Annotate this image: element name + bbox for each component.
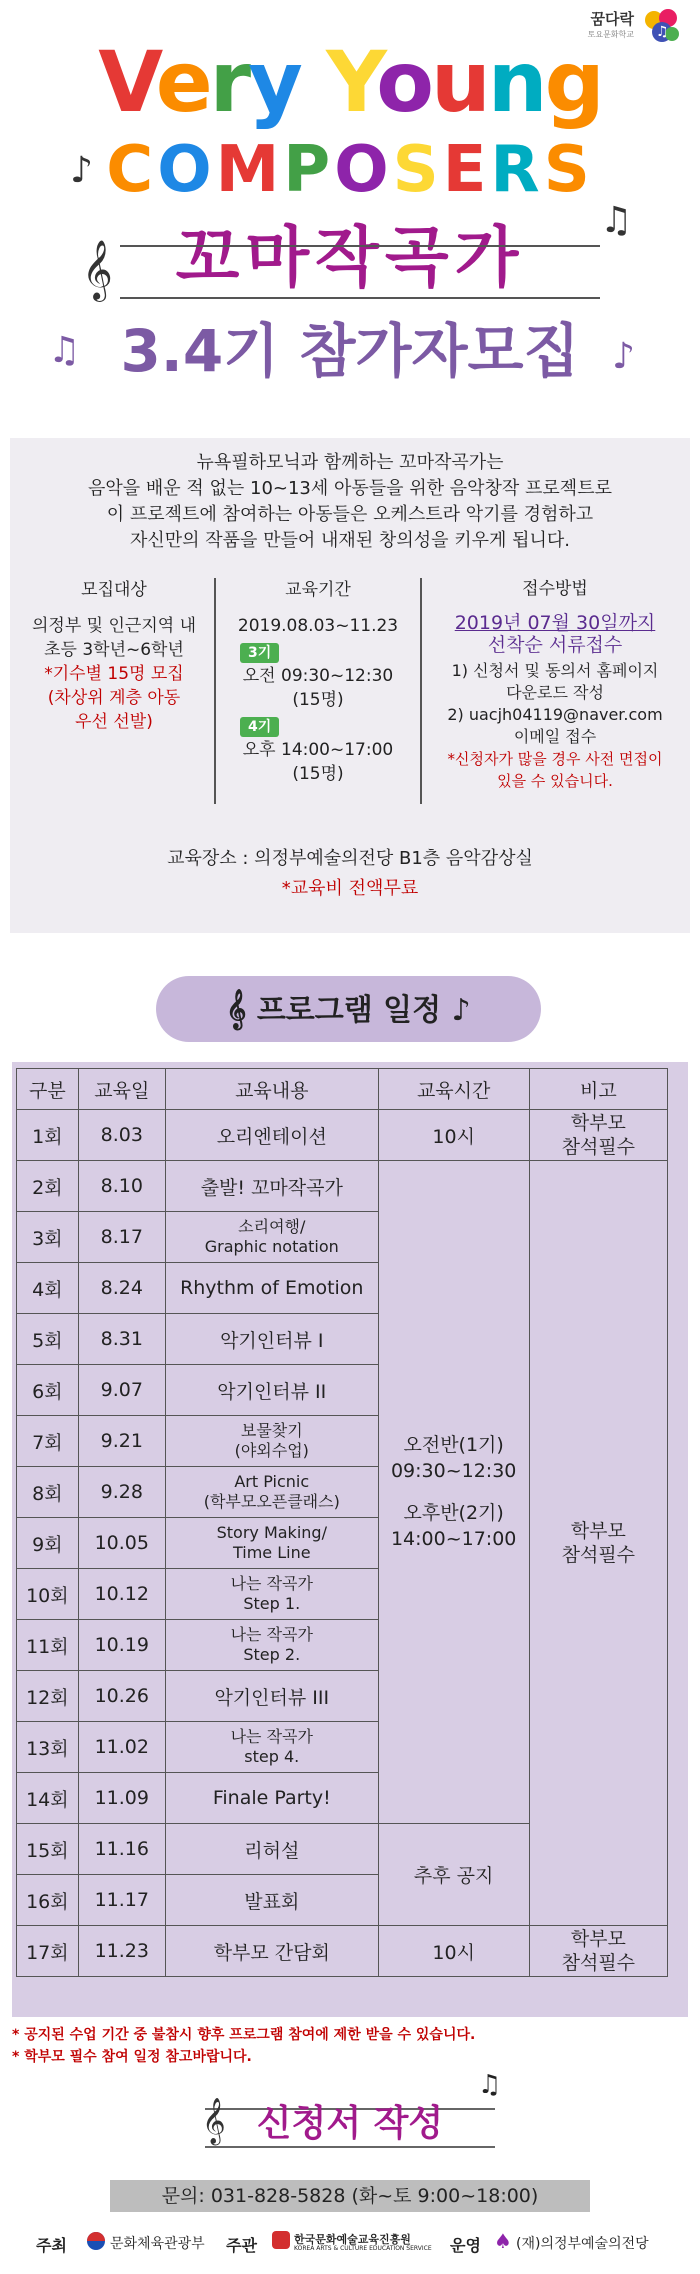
content-line: Time Line (232, 1543, 311, 1562)
table-cell (165, 1416, 378, 1467)
host-label: 주최 (36, 2236, 67, 2255)
note-line: 참석필수 (561, 1136, 636, 1158)
intro-line: 뉴욕필하모닉과 함께하는 꼬마작곡가는 (196, 452, 504, 473)
eighth-note-icon: ♪ (451, 993, 471, 1028)
content-line: 악기인터뷰 II (217, 1380, 327, 1403)
table-cell: 10시 (378, 1110, 529, 1161)
table-cell: 9.07 (78, 1365, 165, 1416)
table-cell: 17회 (17, 1926, 79, 1977)
treble-clef-icon: 𝄞 (82, 240, 113, 300)
table-cell: 6회 (17, 1365, 79, 1416)
target-column (16, 578, 212, 734)
treble-clef-icon: 𝄞 (226, 989, 247, 1029)
table-cell: 2회 (17, 1161, 79, 1212)
time-line: 09:30~12:30 (390, 1460, 517, 1482)
host-name: 문화체육관광부 (110, 2236, 205, 2252)
apply-email[interactable]: 2) uacjh04119@naver.com (447, 705, 663, 724)
table-cell: 8회 (17, 1467, 79, 1518)
target-line: 의정부 및 인근지역 내 (31, 616, 196, 636)
table-cell (165, 1620, 378, 1671)
eighth-note-icon: ♪ (70, 150, 93, 191)
content-line: 악기인터뷰 III (214, 1686, 330, 1709)
table-row (17, 1926, 668, 1977)
table-cell: 16회 (17, 1875, 79, 1926)
beamed-notes-icon: ♫ (600, 200, 633, 241)
target-line: 초등 3학년~6학년 (44, 640, 184, 660)
svg-text:♫: ♫ (656, 24, 669, 40)
period-dates: 2019.08.03~11.23 (237, 616, 399, 636)
content-line: 나는 작곡가 (230, 1727, 313, 1746)
table-cell: 11.23 (78, 1926, 165, 1977)
taegeuk-logo-icon (86, 2231, 106, 2255)
content-line: step 4. (244, 1747, 300, 1766)
table-cell (529, 1161, 667, 1926)
column-header: 구분 (17, 1069, 79, 1110)
target-note: *기수별 15명 모집 (44, 664, 184, 684)
content-line: 출발! 꼬마작곡가 (200, 1176, 343, 1199)
content-line: 보물찾기 (240, 1421, 303, 1440)
table-cell: 15회 (17, 1824, 79, 1875)
table-cell (165, 1926, 378, 1977)
org-label: 주관 (226, 2236, 257, 2255)
intro-line: 이 프로젝트에 참여하는 아동들은 오케스트라 악기를 경험하고 (106, 504, 594, 525)
column-header: 교육일 (78, 1069, 165, 1110)
table-cell: 추후 공지 (378, 1824, 529, 1926)
table-cell (529, 1926, 667, 1977)
time-line: 오후반(2기) (403, 1502, 504, 1524)
table-cell: 11.16 (78, 1824, 165, 1875)
table-cell: 11.17 (78, 1875, 165, 1926)
table-cell: 9.21 (78, 1416, 165, 1467)
table-cell: 10.12 (78, 1569, 165, 1620)
footnote: * 학부모 필수 참여 일정 참고바랍니다. (12, 2049, 252, 2065)
table-cell: 10.05 (78, 1518, 165, 1569)
apply-step: 1) 신청서 및 동의서 홈페이지 (451, 661, 659, 680)
apply-method: 선착순 서류접수 (487, 634, 623, 656)
table-cell (165, 1263, 378, 1314)
content-line: 소리여행/ (238, 1217, 306, 1236)
eighth-note-icon: ♪ (612, 336, 635, 377)
content-line: Story Making/ (216, 1523, 327, 1542)
content-line: 발표회 (244, 1890, 300, 1913)
table-cell: 5회 (17, 1314, 79, 1365)
period-time: 오전 09:30~12:30 (242, 666, 394, 686)
table-cell: 12회 (17, 1671, 79, 1722)
content-line: 나는 작곡가 (230, 1574, 313, 1593)
table-cell (165, 1467, 378, 1518)
apply-column (424, 578, 686, 792)
content-line: Rhythm of Emotion (180, 1277, 364, 1299)
footnote: * 공지된 수업 기간 중 불참시 향후 프로그램 참여에 제한 받을 수 있습니다. (12, 2027, 476, 2043)
brand-name: 꿈다락 (590, 10, 634, 28)
table-cell: 11.09 (78, 1773, 165, 1824)
apply-deadline: 2019년 07월 30일까지 (454, 612, 656, 634)
target-note: (차상위 계층 아동 (47, 688, 181, 708)
apply-note: *신청자가 많을 경우 사전 면접이 (447, 750, 663, 768)
table-cell: 11회 (17, 1620, 79, 1671)
table-body (17, 1110, 668, 1977)
note-line: 학부모 (570, 1520, 626, 1542)
content-line: 학부모 간담회 (213, 1941, 330, 1964)
content-line: Finale Party! (212, 1787, 331, 1809)
apply-heading: 접수방법 (522, 579, 588, 599)
content-line: 나는 작곡가 (230, 1625, 313, 1644)
table-cell: 14회 (17, 1773, 79, 1824)
divider (214, 578, 216, 804)
period-capacity: (15명) (292, 764, 344, 784)
apply-note: 있을 수 있습니다. (497, 772, 613, 790)
period-time: 오후 14:00~17:00 (242, 740, 394, 760)
table-cell: 9.28 (78, 1467, 165, 1518)
table-cell: 8.24 (78, 1263, 165, 1314)
content-line: Graphic notation (204, 1237, 339, 1256)
content-line: 리허설 (244, 1839, 300, 1862)
table-header-row (17, 1069, 668, 1110)
contact-bar: 문의: 031-828-5828 (화~토 9:00~18:00) (110, 2180, 590, 2212)
table-cell (165, 1569, 378, 1620)
program-title: 프로그램 일정 (256, 993, 442, 1028)
staff-lines (120, 245, 600, 299)
sponsors-bar (0, 2225, 700, 2261)
content-line: Art Picnic (234, 1472, 310, 1491)
table-cell: 8.31 (78, 1314, 165, 1365)
treble-clef-icon: 𝄞 (202, 2098, 226, 2144)
content-line: (학부모오픈클래스) (203, 1492, 340, 1511)
table-cell: 8.10 (78, 1161, 165, 1212)
table-cell (165, 1875, 378, 1926)
table-cell: 10.26 (78, 1671, 165, 1722)
org-name: 한국문화예술교육진흥원 (294, 2233, 411, 2246)
content-line: Step 1. (243, 1594, 301, 1613)
note-line: 학부모 (570, 1928, 626, 1950)
table-cell: 4회 (17, 1263, 79, 1314)
intro-line: 음악을 배운 적 없는 10~13세 아동들을 위한 음악창작 프로젝트로 (88, 478, 612, 499)
content-line: 오리엔테이션 (216, 1125, 327, 1148)
table-cell: 3회 (17, 1212, 79, 1263)
schedule-table (16, 1068, 668, 1977)
table-cell: 1회 (17, 1110, 79, 1161)
free-text: *교육비 전액무료 (281, 878, 419, 899)
op-label: 운영 (450, 2236, 481, 2255)
table-cell (165, 1671, 378, 1722)
table-cell: 10.19 (78, 1620, 165, 1671)
column-header: 교육내용 (165, 1069, 378, 1110)
table-cell (529, 1110, 667, 1161)
content-line: Step 2. (243, 1645, 301, 1664)
recruit-title: 3.4기 참가자모집 (120, 317, 580, 385)
title-korean: 꼬마작곡가 (175, 219, 525, 296)
note-line: 참석필수 (561, 1952, 636, 1974)
table-cell (165, 1212, 378, 1263)
table-cell: 8.03 (78, 1110, 165, 1161)
cohort-badge: 4기 (240, 717, 279, 737)
period-column (218, 578, 418, 786)
place-text: 교육장소 : 의정부예술의전당 B1층 음악감상실 (167, 848, 533, 869)
org-sub: KOREA ARTS & CULTURE EDUCATION SERVICE (294, 2245, 432, 2252)
op-name: (재)의정부예술의전당 (516, 2236, 649, 2252)
period-heading: 교육기간 (285, 580, 351, 600)
table-cell: 11.02 (78, 1722, 165, 1773)
intro-line: 자신만의 작품을 만들어 내재된 창의성을 키우게 됩니다. (130, 530, 570, 551)
time-line: 오전반(1기) (403, 1434, 504, 1456)
apply-step: 다운로드 작성 (506, 683, 604, 702)
uijeongbu-arts-logo-icon: ♠ (494, 2229, 512, 2253)
table-row (17, 1161, 668, 1212)
cohort-badge: 3기 (240, 643, 279, 663)
title-line1: Very Young (98, 33, 602, 131)
divider (420, 578, 422, 804)
time-line: 14:00~17:00 (390, 1528, 517, 1550)
arte-logo-icon (272, 2231, 290, 2249)
beamed-notes-icon: ♫ (48, 330, 81, 371)
note-line: 참석필수 (561, 1544, 636, 1566)
brand-sub: 토요문화학교 (587, 30, 634, 39)
apply-form-title: 신청서 작성 (256, 2103, 444, 2144)
target-note: 우선 선발) (75, 712, 153, 732)
target-heading: 모집대상 (81, 580, 147, 600)
column-header: 교육시간 (378, 1069, 529, 1110)
column-header: 비고 (529, 1069, 667, 1110)
table-cell: 13회 (17, 1722, 79, 1773)
table-cell (378, 1161, 529, 1824)
program-title-pill (156, 976, 541, 1042)
table-cell: 7회 (17, 1416, 79, 1467)
table-cell (165, 1722, 378, 1773)
note-line: 학부모 (570, 1112, 626, 1134)
apply-step: 이메일 접수 (513, 727, 597, 746)
table-cell: 10시 (378, 1926, 529, 1977)
period-capacity: (15명) (292, 690, 344, 710)
table-cell (165, 1824, 378, 1875)
table-cell (165, 1773, 378, 1824)
table-cell (165, 1365, 378, 1416)
beamed-notes-icon: ♫ (478, 2070, 502, 2100)
table-row (17, 1110, 668, 1161)
table-cell: 9회 (17, 1518, 79, 1569)
table-cell (165, 1110, 378, 1161)
table-cell (165, 1314, 378, 1365)
table-cell: 8.17 (78, 1212, 165, 1263)
table-cell (165, 1161, 378, 1212)
intro-text (0, 450, 700, 554)
table-cell (165, 1518, 378, 1569)
content-line: 악기인터뷰 I (220, 1329, 324, 1352)
title-line2: COMPOSERS (106, 133, 594, 207)
table-cell: 10회 (17, 1569, 79, 1620)
content-line: (야외수업) (234, 1441, 309, 1460)
